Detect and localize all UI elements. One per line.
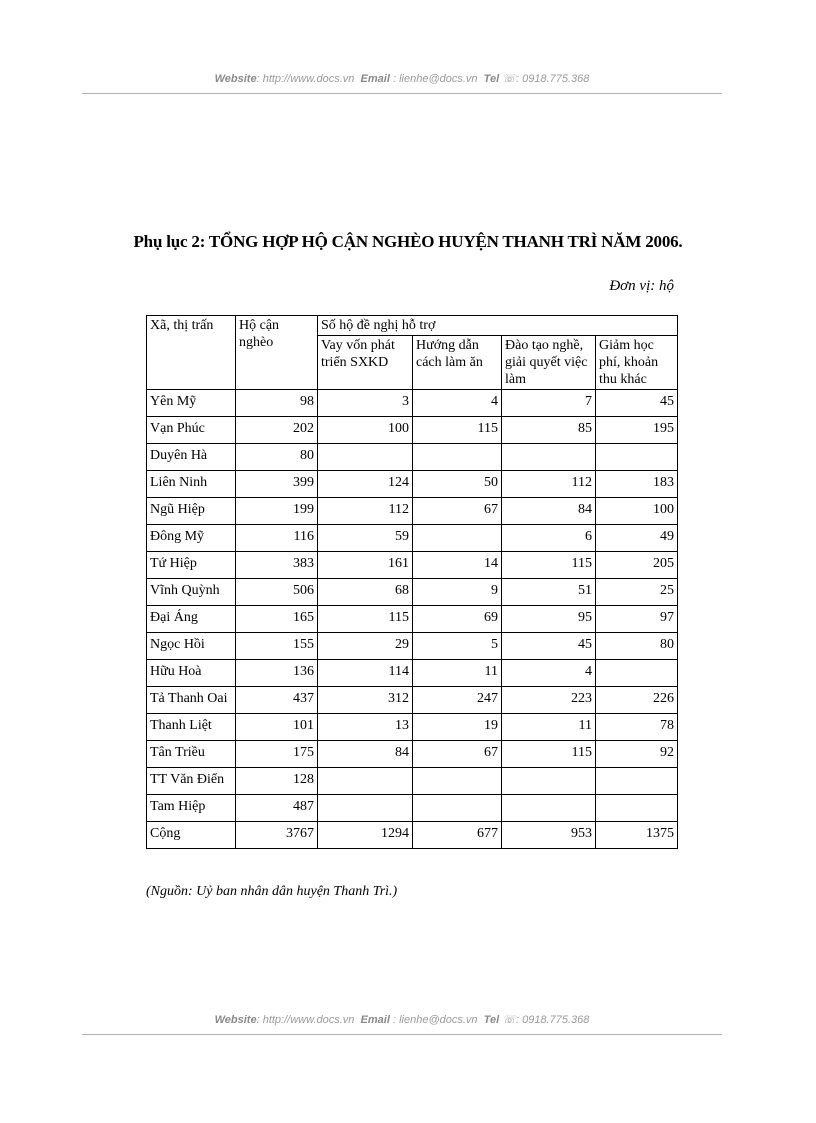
value-cell: 124 [318, 471, 413, 498]
header-rule [82, 93, 722, 94]
value-cell: 100 [596, 498, 678, 525]
commune-cell: Đông Mỹ [147, 525, 236, 552]
value-cell: 165 [236, 606, 318, 633]
value-cell: 92 [596, 741, 678, 768]
value-cell [318, 768, 413, 795]
value-cell: 226 [596, 687, 678, 714]
value-cell: 247 [413, 687, 502, 714]
value-cell: 4 [413, 390, 502, 417]
footer-rule [82, 1034, 722, 1035]
table-row [147, 795, 678, 822]
website-value: : http://www.docs.vn [256, 1014, 355, 1026]
commune-cell: Yên Mỹ [147, 390, 236, 417]
commune-cell: Liên Ninh [147, 471, 236, 498]
value-cell: 128 [236, 768, 318, 795]
commune-cell: Thanh Liệt [147, 714, 236, 741]
header-commune: Xã, thị trấn [147, 316, 236, 390]
table-row [147, 768, 678, 795]
value-cell: 1375 [596, 822, 678, 849]
value-cell: 506 [236, 579, 318, 606]
value-cell [596, 444, 678, 471]
value-cell: 67 [413, 498, 502, 525]
value-cell: 13 [318, 714, 413, 741]
value-cell: 100 [318, 417, 413, 444]
website-value: : http://www.docs.vn [256, 73, 355, 85]
value-cell: 11 [502, 714, 596, 741]
value-cell: 11 [413, 660, 502, 687]
value-cell [413, 768, 502, 795]
value-cell: 69 [413, 606, 502, 633]
table-row [147, 444, 678, 471]
source-note: (Nguồn: Uỷ ban nhân dân huyện Thanh Trì.) [146, 884, 398, 899]
page-title: Phụ lục 2: TỔNG HỢP HỘ CẬN NGHÈO HUYỆN THANH TRÌ NĂM 2006. [133, 232, 683, 251]
value-cell: 67 [413, 741, 502, 768]
value-cell [596, 660, 678, 687]
value-cell: 29 [318, 633, 413, 660]
table-body [147, 390, 678, 849]
value-cell [413, 444, 502, 471]
value-cell: 9 [413, 579, 502, 606]
commune-cell: Duyên Hà [147, 444, 236, 471]
commune-cell: Vạn Phúc [147, 417, 236, 444]
value-cell [318, 795, 413, 822]
value-cell [318, 444, 413, 471]
total-row [147, 822, 678, 849]
value-cell: 175 [236, 741, 318, 768]
email-label: Email [360, 1014, 390, 1026]
value-cell: 136 [236, 660, 318, 687]
commune-cell: Đại Áng [147, 606, 236, 633]
value-cell: 114 [318, 660, 413, 687]
value-cell: 4 [502, 660, 596, 687]
near-poor-households-table [146, 315, 678, 849]
value-cell [596, 768, 678, 795]
value-cell: 115 [318, 606, 413, 633]
value-cell: 97 [596, 606, 678, 633]
value-cell: 19 [413, 714, 502, 741]
value-cell: 84 [318, 741, 413, 768]
commune-cell: Tam Hiệp [147, 795, 236, 822]
value-cell: 437 [236, 687, 318, 714]
table-row [147, 390, 678, 417]
commune-cell: Tả Thanh Oai [147, 687, 236, 714]
email-label: Email [360, 73, 390, 85]
email-value: : lienhe@docs.vn [392, 73, 478, 85]
value-cell [413, 795, 502, 822]
value-cell: 112 [318, 498, 413, 525]
value-cell: 85 [502, 417, 596, 444]
value-cell: 51 [502, 579, 596, 606]
header-support-group: Số hộ đề nghị hỗ trợ [318, 316, 678, 336]
commune-cell: Tứ Hiệp [147, 552, 236, 579]
value-cell: 80 [596, 633, 678, 660]
value-cell: 223 [502, 687, 596, 714]
value-cell: 161 [318, 552, 413, 579]
header-guidance: Hướng dẫn cách làm ăn [413, 336, 502, 390]
value-cell [502, 444, 596, 471]
table-row [147, 606, 678, 633]
phone-icon: ☏ [502, 1014, 516, 1026]
commune-cell: Tân Triều [147, 741, 236, 768]
header-fee-reduction: Giảm học phí, khoản thu khác [596, 336, 678, 390]
unit-label: Đơn vị: hộ [609, 278, 674, 294]
value-cell: 98 [236, 390, 318, 417]
value-cell: 112 [502, 471, 596, 498]
value-cell: 199 [236, 498, 318, 525]
table-row [147, 633, 678, 660]
tel-value: : 0918.775.368 [515, 1014, 590, 1026]
table-row [147, 579, 678, 606]
value-cell: 5 [413, 633, 502, 660]
value-cell: 45 [596, 390, 678, 417]
value-cell: 50 [413, 471, 502, 498]
tel-label: Tel [483, 1014, 500, 1026]
value-cell: 205 [596, 552, 678, 579]
value-cell: 195 [596, 417, 678, 444]
value-cell: 68 [318, 579, 413, 606]
tel-value: : 0918.775.368 [515, 73, 590, 85]
page-footer [82, 1013, 722, 1026]
value-cell: 1294 [318, 822, 413, 849]
value-cell: 312 [318, 687, 413, 714]
table-row [147, 741, 678, 768]
value-cell: 953 [502, 822, 596, 849]
value-cell: 115 [502, 552, 596, 579]
table-row [147, 417, 678, 444]
header-loan: Vay vốn phát triển SXKD [318, 336, 413, 390]
commune-cell: Vĩnh Quỳnh [147, 579, 236, 606]
value-cell: 3767 [236, 822, 318, 849]
header-training: Đào tạo nghề, giải quyết việc làm [502, 336, 596, 390]
commune-cell: Cộng [147, 822, 236, 849]
tel-label: Tel [483, 73, 500, 85]
value-cell: 84 [502, 498, 596, 525]
table-row [147, 552, 678, 579]
value-cell [502, 768, 596, 795]
value-cell: 383 [236, 552, 318, 579]
value-cell: 487 [236, 795, 318, 822]
commune-cell: Ngũ Hiệp [147, 498, 236, 525]
value-cell: 95 [502, 606, 596, 633]
website-label: Website [214, 73, 257, 85]
phone-icon: ☏ [502, 73, 516, 85]
value-cell: 78 [596, 714, 678, 741]
value-cell: 115 [413, 417, 502, 444]
value-cell: 7 [502, 390, 596, 417]
value-cell: 202 [236, 417, 318, 444]
value-cell [413, 525, 502, 552]
value-cell: 3 [318, 390, 413, 417]
value-cell: 101 [236, 714, 318, 741]
commune-cell: Hữu Hoà [147, 660, 236, 687]
value-cell: 155 [236, 633, 318, 660]
table-row [147, 498, 678, 525]
value-cell: 14 [413, 552, 502, 579]
value-cell: 80 [236, 444, 318, 471]
value-cell: 183 [596, 471, 678, 498]
value-cell: 59 [318, 525, 413, 552]
value-cell [502, 795, 596, 822]
value-cell: 399 [236, 471, 318, 498]
table-row [147, 714, 678, 741]
value-cell: 116 [236, 525, 318, 552]
table-row [147, 660, 678, 687]
page-header [82, 72, 722, 85]
email-value: : lienhe@docs.vn [392, 1014, 478, 1026]
value-cell [596, 795, 678, 822]
website-label: Website [214, 1014, 257, 1026]
commune-cell: Ngọc Hồi [147, 633, 236, 660]
value-cell: 115 [502, 741, 596, 768]
table-row [147, 525, 678, 552]
table-row [147, 687, 678, 714]
value-cell: 677 [413, 822, 502, 849]
value-cell: 49 [596, 525, 678, 552]
commune-cell: TT Văn Điển [147, 768, 236, 795]
value-cell: 45 [502, 633, 596, 660]
table-row [147, 471, 678, 498]
header-near-poor: Hộ cận nghèo [236, 316, 318, 390]
value-cell: 25 [596, 579, 678, 606]
value-cell: 6 [502, 525, 596, 552]
